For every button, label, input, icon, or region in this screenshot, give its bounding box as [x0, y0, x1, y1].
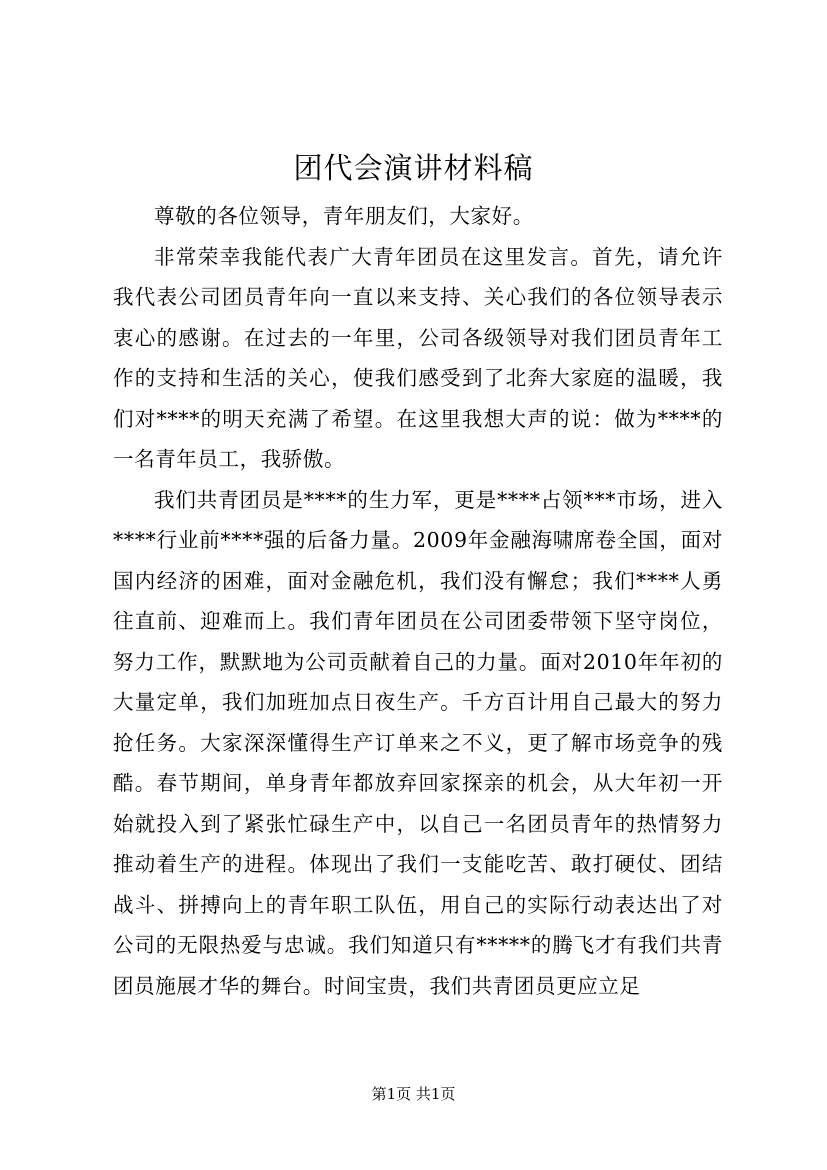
document-body — [113, 196, 723, 1006]
greeting-paragraph: 尊敬的各位领导，青年朋友们，大家好。 — [154, 204, 534, 228]
page-footer: 第1页 共1页 — [371, 1085, 456, 1103]
document-title: 团代会演讲材料稿 — [293, 151, 534, 185]
body-paragraph: 非常荣幸我能代表广大青年团员在这里发言。首先，请允许我代表公司团员青年向一直以来支持、关心我们的各位领导表示衷心的感谢。在过去的一年里，公司各级领导对我们团员青年工作的支持和生活的关心，使我们感受到了北奔大家庭的温暖，我们对****的明天充满了希望。在这里我想大声的说：做为****的一名青年员工，我骄傲。 — [113, 244, 723, 471]
body-paragraph: 我们共青团员是****的生力军，更是****占领***市场，进入****行业前****强的后备力量。2009年金融海啸席卷全国，面对国内经济的困难，面对金融危机，我们没有懈怠；我们****人勇往直前、迎难而上。我们青年团员在公司团委带领下坚守岗位，努力工作，默默地为公司贡献着自己的力量。面对2010年年初的大量定单，我们加班加点日夜生产。千方百计用自己最大的努力抢任务。大家深深懂得生产订单来之不义，更了解市场竞争的残酷。春节期间，单身青年都放弃回家探亲的机会，从大年初一开始就投入到了紧张忙碌生产中，以自己一名团员青年的热情努力推动着生产的进程。体现出了我们一支能吃苦、敢打硬仗、团结战斗、拼搏向上的青年职工队伍，用自己的实际行动表达出了对公司的无限热爱与忠诚。我们知道只有*****的腾飞才有我们共青团员施展才华的舞台。时间宝贵，我们共青团员更应立足 — [113, 487, 723, 998]
